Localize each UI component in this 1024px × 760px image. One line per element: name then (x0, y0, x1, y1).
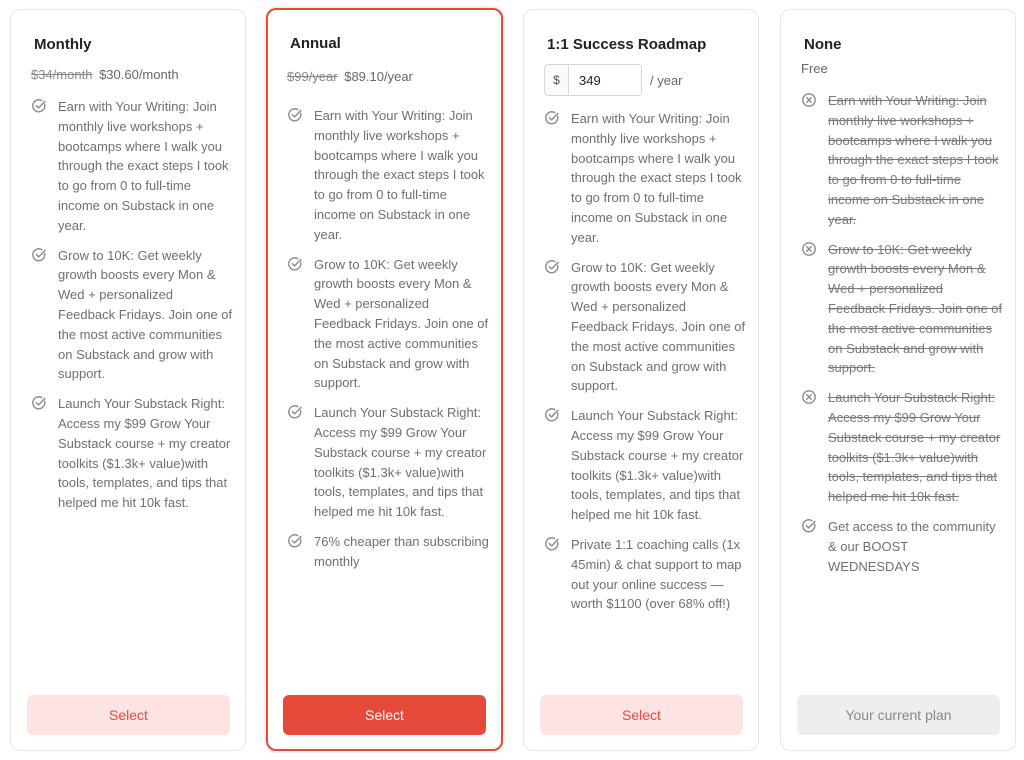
plan-price: Free (801, 61, 828, 76)
feature-item (544, 535, 746, 614)
plan-title: Annual (290, 35, 341, 52)
plan-old-price: $99/year (287, 69, 338, 84)
feature-item (544, 258, 746, 397)
x-circle-icon (801, 92, 817, 108)
feature-text: Earn with Your Writing: Join monthly live workshops + bootcamps where I walk you through the exact steps I took to go from 0 to full-time income on Substack in one year. (571, 111, 742, 245)
plan-discounted-price: $30.60/month (99, 67, 179, 82)
feature-item (801, 517, 1003, 576)
plan-discounted-price: $89.10/year (344, 69, 413, 84)
feature-text: Launch Your Substack Right: Access my $99 Grow Your Substack course + my creator toolkits ($1.3k+ value)with tools, templates, and tips that helped me hit 10k fast. (571, 408, 744, 523)
feature-text: Grow to 10K: Get weekly growth boosts every Mon & Wed + personalized Feedback Fridays. Join one of the most active communities on Substack and grow with support. (58, 247, 233, 382)
plan-price (287, 69, 413, 84)
plan-title: None (804, 36, 842, 53)
check-circle-icon (31, 247, 47, 263)
feature-item (31, 97, 233, 236)
x-circle-icon (801, 389, 817, 405)
plan-price (31, 67, 179, 82)
check-circle-icon (287, 404, 303, 420)
select-roadmap-button[interactable]: Select (540, 695, 743, 735)
select-monthly-button[interactable]: Select (27, 695, 230, 735)
check-circle-icon (287, 533, 303, 549)
feature-item (287, 106, 489, 245)
feature-text: Launch Your Substack Right: Access my $99 Grow Your Substack course + my creator toolkits ($1.3k+ value)with tools, templates, and tips that helped me hit 10k fast. (58, 396, 231, 511)
feature-text: Grow to 10K: Get weekly growth boosts every Mon & Wed + personalized Feedback Fridays. Join one of the most active communities on Substack and grow with support. (828, 241, 1003, 376)
feature-text: Earn with Your Writing: Join monthly live workshops + bootcamps where I walk you through the exact steps I took to go from 0 to full-time income on Substack in one year. (314, 108, 485, 242)
check-circle-icon (31, 98, 47, 114)
feature-text: Private 1:1 coaching calls (1x 45min) & chat support to map out your online success — worth $1100 (over 68% off!) (571, 536, 742, 612)
feature-text: Grow to 10K: Get weekly growth boosts every Mon & Wed + personalized Feedback Fridays. Join one of the most active communities on Substack and grow with support. (314, 256, 489, 391)
feature-item-excluded (801, 240, 1003, 379)
plan-card-success-roadmap[interactable] (523, 9, 759, 751)
feature-list (287, 106, 489, 582)
per-year-label: / year (650, 72, 683, 88)
plan-card-annual[interactable] (266, 8, 503, 751)
plan-card-monthly[interactable] (10, 9, 246, 751)
feature-item (287, 403, 489, 522)
plan-old-price: $34/month (31, 67, 93, 82)
feature-text: Launch Your Substack Right: Access my $99 Grow Your Substack course + my creator toolkits ($1.3k+ value)with tools, templates, and tips that helped me hit 10k fast. (314, 405, 487, 520)
amount-row (544, 64, 683, 96)
plan-title: Monthly (34, 36, 92, 53)
check-circle-icon (31, 395, 47, 411)
check-circle-icon (544, 407, 560, 423)
feature-text: Grow to 10K: Get weekly growth boosts every Mon & Wed + personalized Feedback Fridays. Join one of the most active communities on Substack and grow with support. (571, 259, 746, 394)
feature-text: Get access to the community & our BOOST WEDNESDAYS (828, 518, 996, 574)
feature-item (287, 255, 489, 394)
feature-text: Earn with Your Writing: Join monthly live workshops + bootcamps where I walk you through the exact steps I took to go from 0 to full-time income on Substack in one year. (58, 99, 229, 233)
feature-text: 76% cheaper than subscribing monthly (314, 533, 489, 569)
check-circle-icon (287, 256, 303, 272)
select-annual-button[interactable]: Select (283, 695, 486, 735)
feature-text: Earn with Your Writing: Join monthly live workshops + bootcamps where I walk you through the exact steps I took to go from 0 to full-time income on Substack in one year. (828, 93, 999, 227)
feature-item (31, 246, 233, 385)
feature-list (31, 97, 233, 523)
plan-card-none[interactable] (780, 9, 1016, 751)
feature-item (31, 394, 233, 513)
feature-item (544, 406, 746, 525)
check-circle-icon (801, 518, 817, 534)
plan-title: 1:1 Success Roadmap (547, 36, 707, 53)
feature-item-excluded (801, 91, 1003, 230)
feature-text: Launch Your Substack Right: Access my $99 Grow Your Substack course + my creator toolkits ($1.3k+ value)with tools, templates, and tips that helped me hit 10k fast. (828, 390, 1001, 505)
feature-item (287, 532, 489, 572)
feature-item (544, 109, 746, 248)
feature-list (801, 91, 1003, 586)
x-circle-icon (801, 241, 817, 257)
feature-item-excluded (801, 388, 1003, 507)
check-circle-icon (287, 107, 303, 123)
check-circle-icon (544, 110, 560, 126)
current-plan-button[interactable]: Your current plan (797, 695, 1000, 735)
check-circle-icon (544, 259, 560, 275)
amount-input[interactable] (568, 64, 642, 96)
feature-list (544, 109, 746, 624)
currency-prefix: $ (544, 64, 568, 96)
check-circle-icon (544, 536, 560, 552)
